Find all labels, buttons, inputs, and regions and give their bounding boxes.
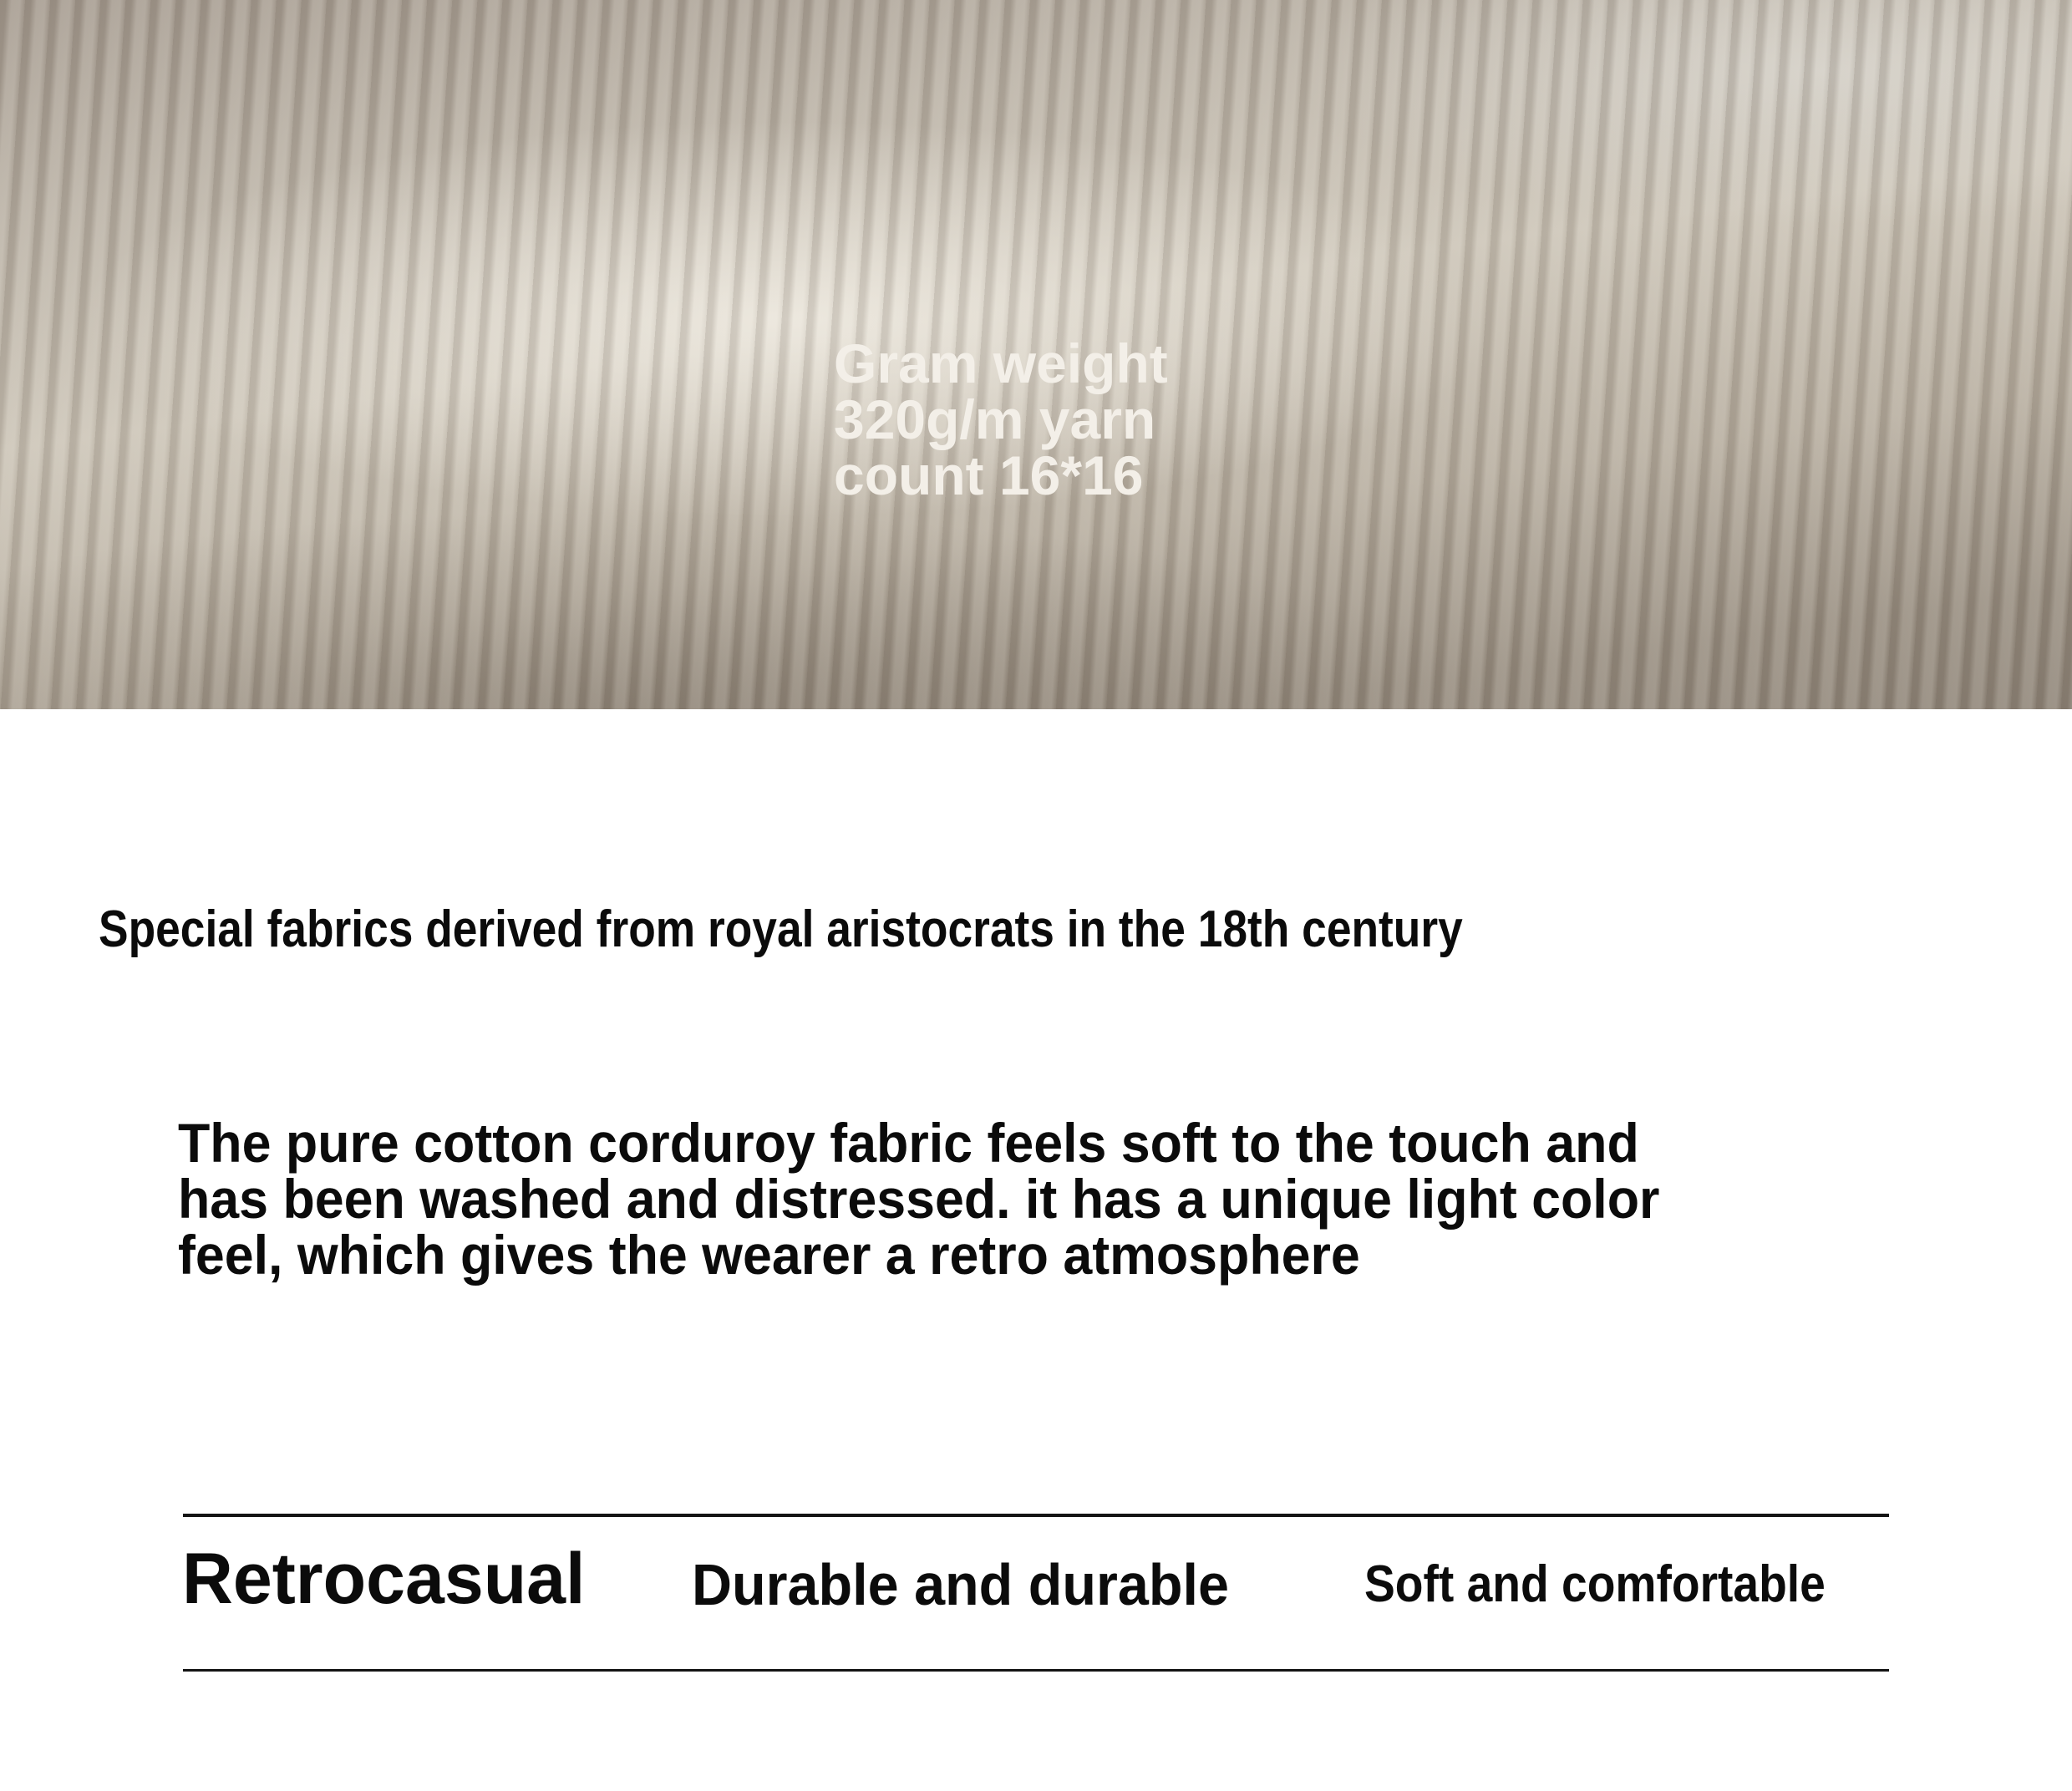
fabric-spec-line-1: Gram weight [834,332,1168,394]
fabric-description-line-3: feel, which gives the wearer a retro atmosphere [178,1224,1360,1286]
section-heading: Special fabrics derived from royal aristocrats in the 18th century [99,901,1463,958]
fabric-spec-line-2: 320g/m yarn [834,388,1156,450]
feature-label-durable: Durable and durable [692,1552,1229,1617]
feature-label-retrocasual: Retrocasual [182,1539,586,1619]
fabric-spec-overlay [834,332,1168,506]
fabric-description-line-2: has been washed and distressed. it has a unique light color [178,1168,1660,1230]
top-divider [183,1514,1889,1517]
bottom-divider [183,1669,1889,1672]
fabric-spec-line-3: count 16*16 [834,444,1144,506]
feature-label-soft: Soft and comfortable [1364,1555,1826,1613]
fabric-description [178,1112,1660,1286]
fabric-photo [0,0,2072,709]
fabric-description-line-1: The pure cotton corduroy fabric feels soft to the touch and [178,1112,1639,1174]
